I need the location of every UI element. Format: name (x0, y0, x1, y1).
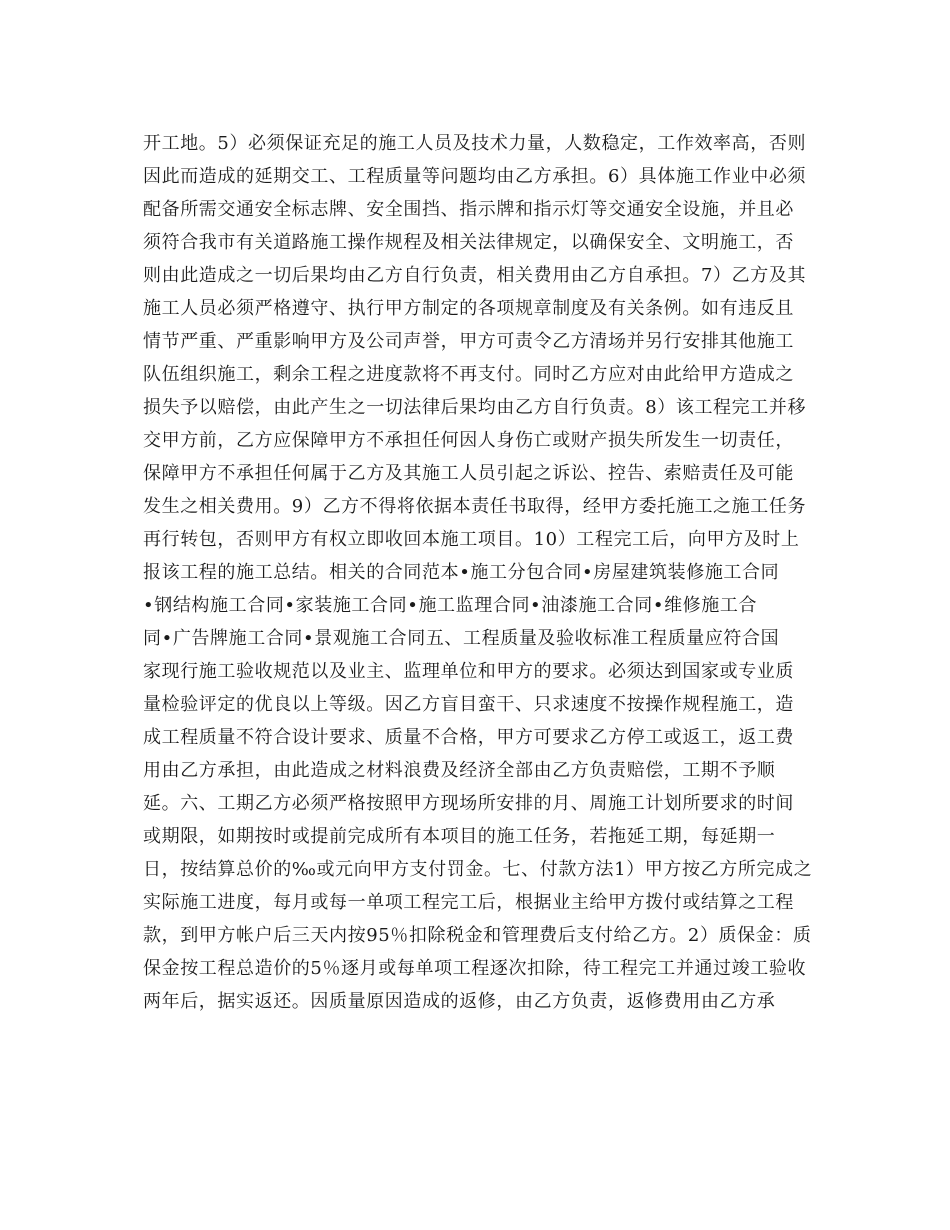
text-line: 损失予以赔偿，由此产生之一切法律后果均由乙方自行负责。8）该工程完工并移 (143, 397, 807, 418)
text-line: 报该工程的施工总结。相关的合同范本•施工分包合同•房屋建筑装修施工合同 (143, 562, 780, 583)
text-line: 款，到甲方帐户后三天内按95％扣除税金和管理费后支付给乙方。2）质保金：质 (143, 925, 812, 946)
text-line: 实际施工进度，每月或每一单项工程完工后，根据业主给甲方拨付或结算之工程 (143, 892, 794, 913)
text-line: 两年后，据实返还。因质量原因造成的返修，由乙方负责，返修费用由乙方承 (143, 991, 776, 1012)
text-line: 量检验评定的优良以上等级。因乙方盲目蛮干、只求速度不按操作规程施工，造 (143, 694, 794, 715)
text-line: 施工人员必须严格遵守、执行甲方制定的各项规章制度及有关条例。如有违反且 (143, 298, 794, 319)
text-line: 因此而造成的延期交工、工程质量等问题均由乙方承担。6）具体施工作业中必须 (143, 166, 807, 187)
text-line: 再行转包，否则甲方有权立即收回本施工项目。10）工程完工后，向甲方及时上 (143, 529, 800, 550)
text-line: 或期限，如期按时或提前完成所有本项目的施工任务，若拖延工期，每延期一 (143, 826, 776, 847)
text-line: 日，按结算总价的‰或元向甲方支付罚金。七、付款方法1）甲方按乙方所完成之 (143, 859, 813, 880)
text-line: 则由此造成之一切后果均由乙方自行负责，相关费用由乙方自承担。7）乙方及其 (143, 265, 807, 286)
text-line: 交甲方前，乙方应保障甲方不承担任何因人身伤亡或财产损失所发生一切责任， (143, 430, 794, 451)
text-line: 配备所需交通安全标志牌、安全围挡、指示牌和指示灯等交通安全设施，并且必 (143, 199, 794, 220)
text-line: •钢结构施工合同•家装施工合同•施工监理合同•油漆施工合同•维修施工合 (143, 595, 758, 616)
body-text (143, 127, 813, 1018)
text-line: 队伍组织施工，剩余工程之进度款将不再支付。同时乙方应对由此给甲方造成之 (143, 364, 794, 385)
text-line: 保金按工程总造价的5％逐月或每单项工程逐次扣除，待工程完工并通过竣工验收 (143, 958, 807, 979)
text-line: 发生之相关费用。9）乙方不得将依据本责任书取得，经甲方委托施工之施工任务 (143, 496, 807, 517)
text-line: 家现行施工验收规范以及业主、监理单位和甲方的要求。必须达到国家或专业质 (143, 661, 794, 682)
text-line: 开工地。5）必须保证充足的施工人员及技术力量，人数稳定，工作效率高，否则 (143, 133, 807, 154)
text-line: 同•广告牌施工合同•景观施工合同五、工程质量及验收标准工程质量应符合国 (143, 628, 780, 649)
text-line: 须符合我市有关道路施工操作规程及相关法律规定，以确保安全、文明施工，否 (143, 232, 794, 253)
text-line: 情节严重、严重影响甲方及公司声誉，甲方可责令乙方清场并另行安排其他施工 (143, 331, 794, 352)
text-line: 延。六、工期乙方必须严格按照甲方现场所安排的月、周施工计划所要求的时间 (143, 793, 794, 814)
text-line: 成工程质量不符合设计要求、质量不合格，甲方可要求乙方停工或返工，返工费 (143, 727, 794, 748)
text-line: 保障甲方不承担任何属于乙方及其施工人员引起之诉讼、控告、索赔责任及可能 (143, 463, 794, 484)
text-line: 用由乙方承担，由此造成之材料浪费及经济全部由乙方负责赔偿，工期不予顺 (143, 760, 776, 781)
